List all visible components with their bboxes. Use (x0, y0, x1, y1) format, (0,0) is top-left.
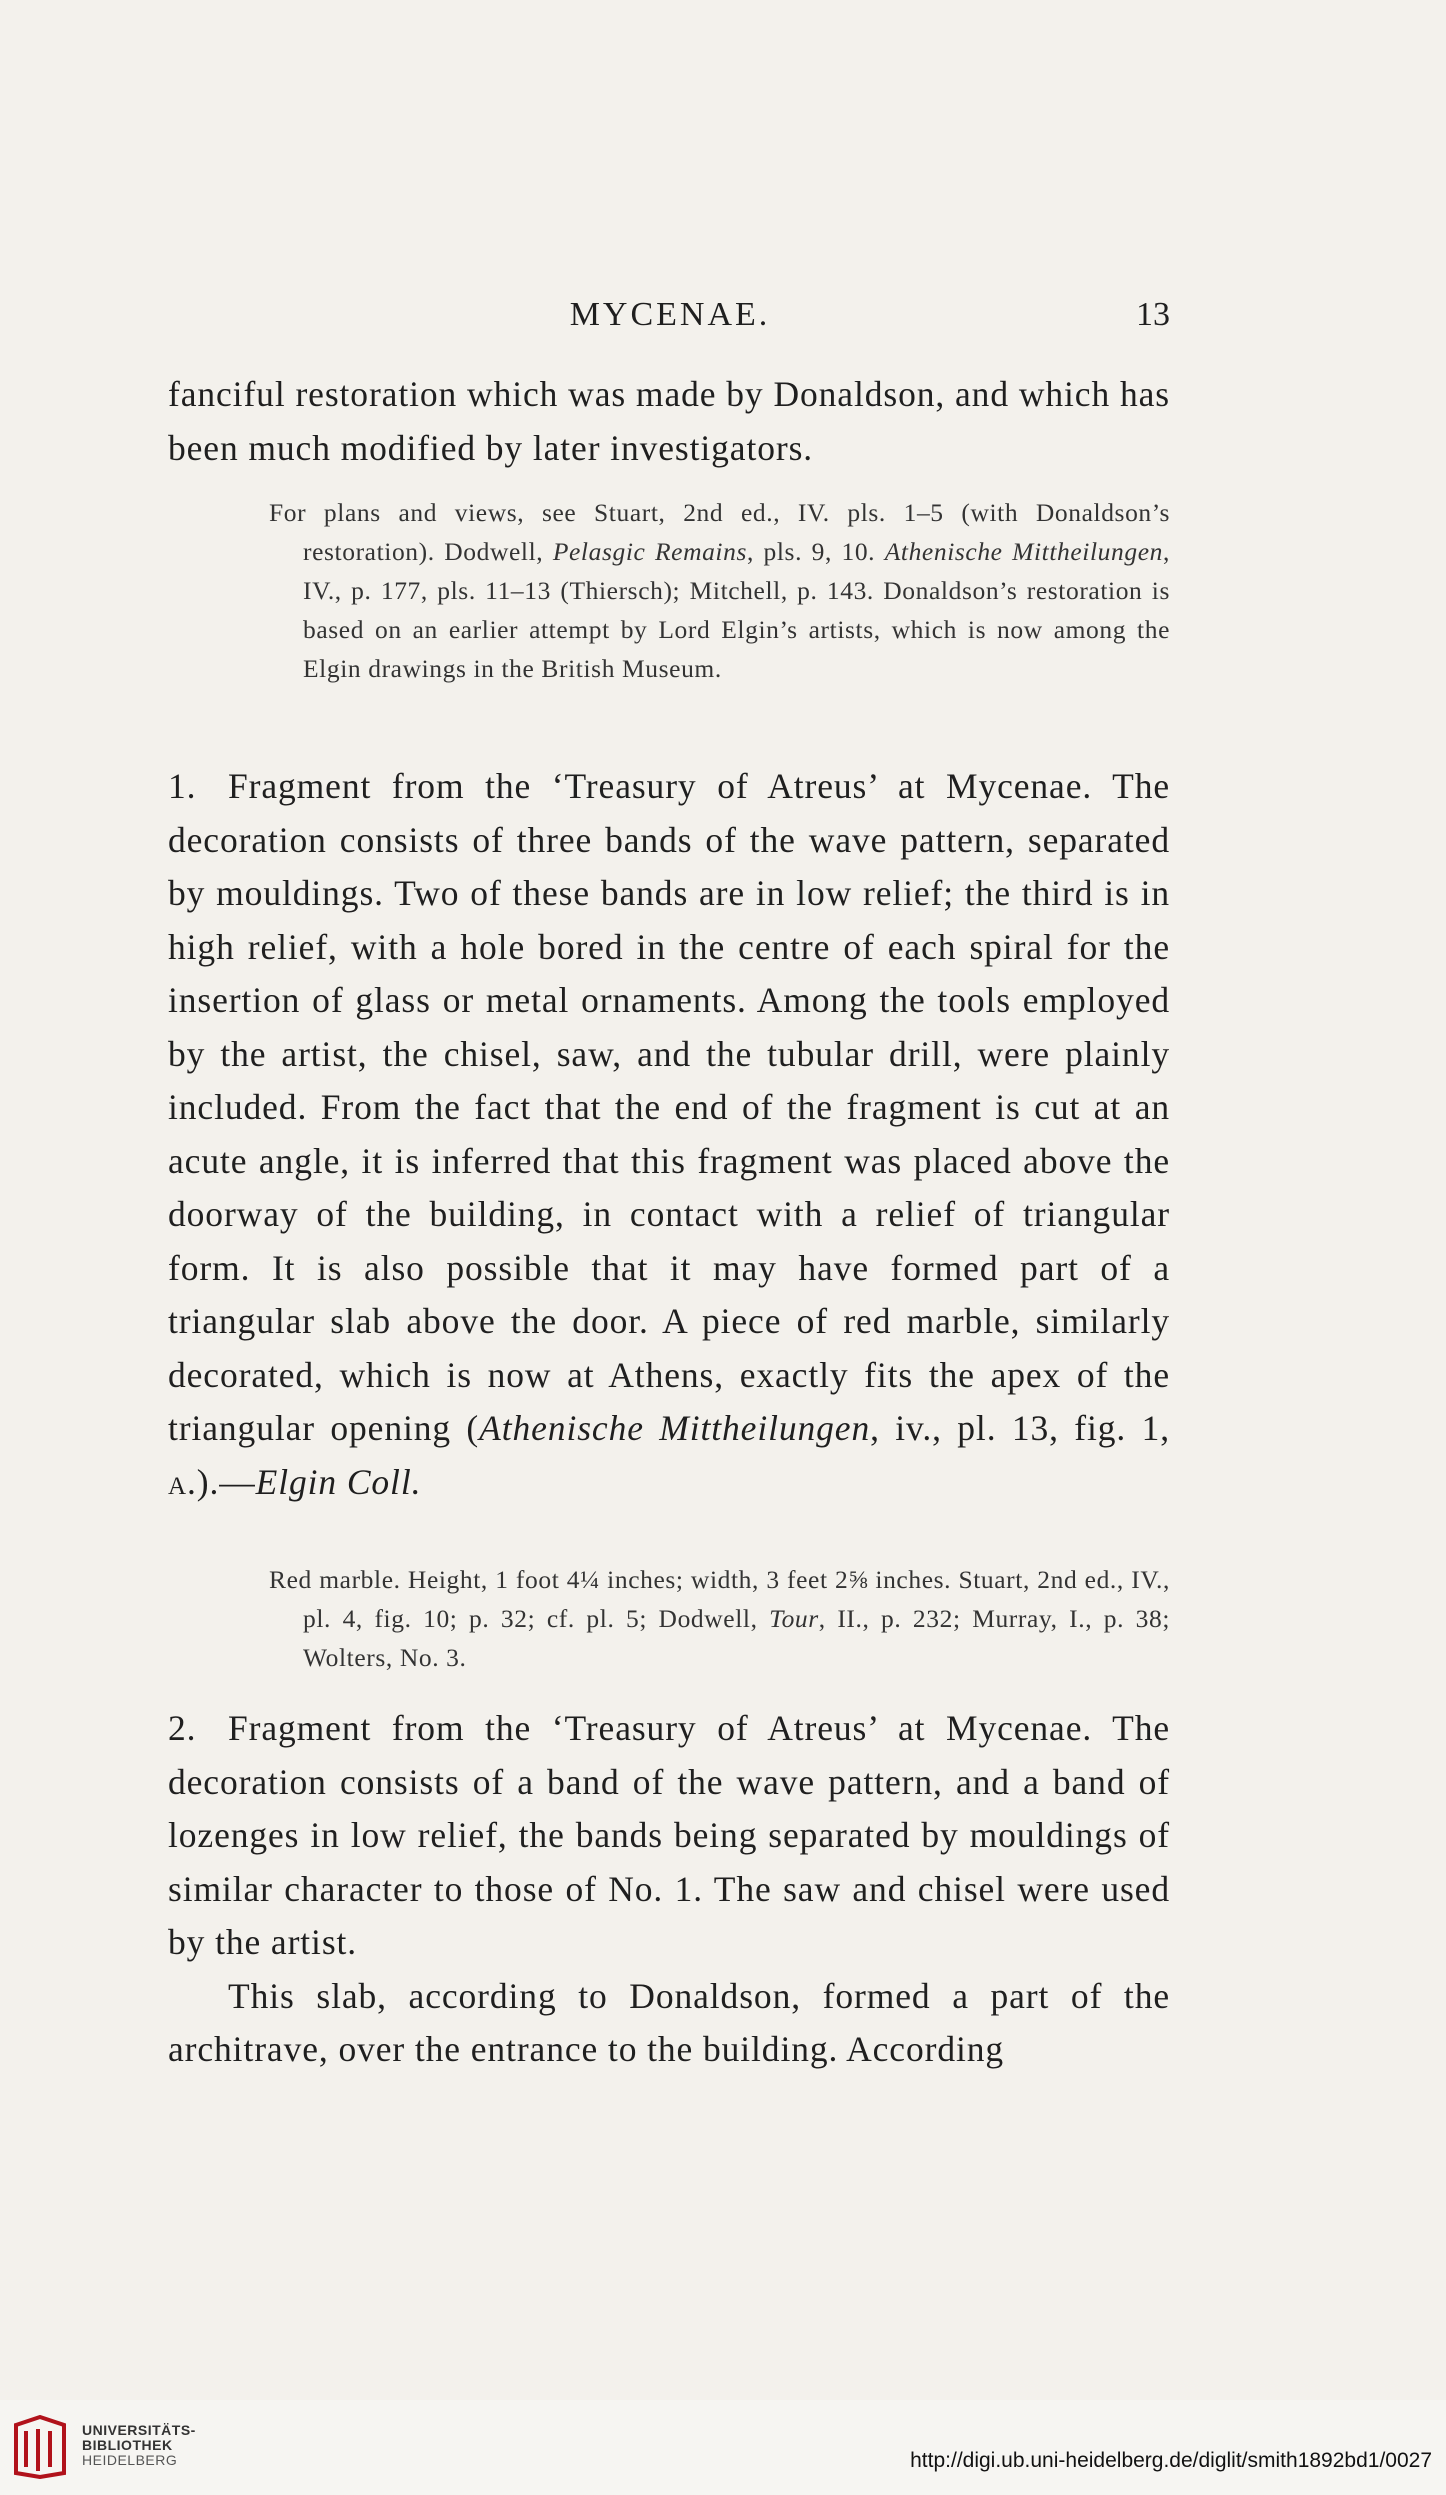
intro-note-text: For plans and views, see Stuart, 2nd ed., IV. pls. 1–5 (with Donaldson’s restoration). Dodwell, Pelasgic Remains, pls. 9, 10. Athenische Mittheilungen, IV., p. 177, pls. 11–13 (Thiersch); Mitchell, p. 143. Donaldson’s restoration is based on an earlier attempt by Lord Elgin’s artists, which is now among the Elgin drawings in the British Museum. (269, 498, 1170, 683)
entry-2-paragraph-2: This slab, according to Donaldson, formed a part of the architrave, over the entrance to the building. According (168, 1975, 1170, 2069)
running-head-title: MYCENAE. (569, 296, 771, 333)
entry-1-note-text: Red marble. Height, 1 foot 4¼ inches; width, 3 feet 2⅝ inches. Stuart, 2nd ed., IV., pl. 4, fig. 10; p. 32; cf. pl. 5; Dodwell, Tour, II., p. 232; Murray, I., p. 38; Wolters, No. 3. (269, 1565, 1171, 1672)
footer-bar (0, 2400, 1446, 2495)
entry-2 (168, 1702, 1170, 2077)
source-url[interactable]: http://digi.ub.uni-heidelberg.de/diglit/smith1892bd1/0027 (910, 2449, 1432, 2472)
library-logo-text: UNIVERSITÄTS- BIBLIOTHEK HEIDELBERG (82, 2422, 196, 2468)
entry-1-text: 1. Fragment from the ‘Treasury of Atreus’ at Mycenae. The decoration consists of three bands of the wave pattern, separated by mouldings. Two of these bands are in low relief; the third is in high relief, with a hole bored in the centre of each spiral for the insertion of glass or metal ornaments. Among the tools employed by the artist, the chisel, saw, and the tubular drill, were plainly included. From the fact that the end of the fragment is cut at an acute angle, it is inferred that this fragment was placed above the doorway of the building, in contact with a relief of triangular form. It is also possible that it may have formed part of a triangular slab above the door. A piece of red marble, similarly decorated, which is now at Athens, exactly fits the apex of the triangular opening (Athenische Mittheilungen, iv., pl. 13, fig. 1, a.).—Elgin Coll. (168, 760, 1170, 1509)
page-number: 13 (1136, 296, 1170, 333)
intro-text: fanciful restoration which was made by Donaldson, and which has been much modified by later investigators. (168, 374, 1170, 468)
library-logo-icon (10, 2415, 70, 2479)
entry-1-number: 1. (168, 766, 197, 806)
entry-1-note (168, 1560, 1170, 1677)
entry-1 (168, 760, 1170, 1509)
intro-paragraph (168, 368, 1170, 475)
entry-2-text: 2. Fragment from the ‘Treasury of Atreus’ at Mycenae. The decoration consists of a band of the wave pattern, and a band of lozenges in low relief, the bands being separated by mouldings of similar character to those of No. 1. The saw and chisel were used by the artist. (168, 1702, 1170, 1970)
running-head (170, 296, 1170, 346)
entry-2-number: 2. (168, 1708, 197, 1748)
intro-note (168, 493, 1170, 688)
entry-1-collection: Elgin Coll. (255, 1461, 422, 1502)
